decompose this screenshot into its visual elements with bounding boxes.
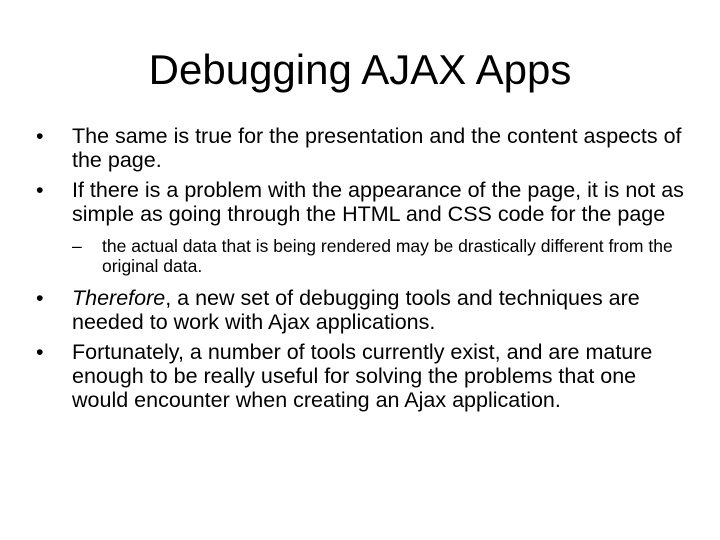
sub-bullet-item xyxy=(72,236,720,276)
bullet-marker: • xyxy=(36,340,44,364)
bullet-text: The same is true for the presentation and the content aspects of the page. xyxy=(72,124,682,172)
bullet-marker: • xyxy=(36,178,44,202)
bullet-marker: • xyxy=(36,286,44,310)
slide-body xyxy=(36,124,696,418)
sub-bullet-text: the actual data that is being rendered may be drastically different from the original data. xyxy=(102,236,673,276)
bullet-text: If there is a problem with the appearance of the page, it is not as simple as going through the HTML and CSS code for the page xyxy=(72,178,684,226)
bullet-marker: • xyxy=(36,124,44,148)
slide-title: Debugging AJAX Apps xyxy=(148,46,572,93)
bullet-text: , a new set of debugging tools and techniques are needed to work with Ajax applications. xyxy=(72,286,640,334)
bullet-item xyxy=(36,178,696,226)
bullet-item xyxy=(36,124,696,172)
bullet-emphasis: Therefore xyxy=(72,286,166,310)
sub-bullet-marker: – xyxy=(72,236,82,256)
bullet-item xyxy=(36,286,696,334)
bullet-text: Fortunately, a number of tools currently exist, and are mature enough to be really useful for solving the problems that one would encounter when creating an Ajax application. xyxy=(72,340,653,412)
bullet-item xyxy=(36,340,696,412)
